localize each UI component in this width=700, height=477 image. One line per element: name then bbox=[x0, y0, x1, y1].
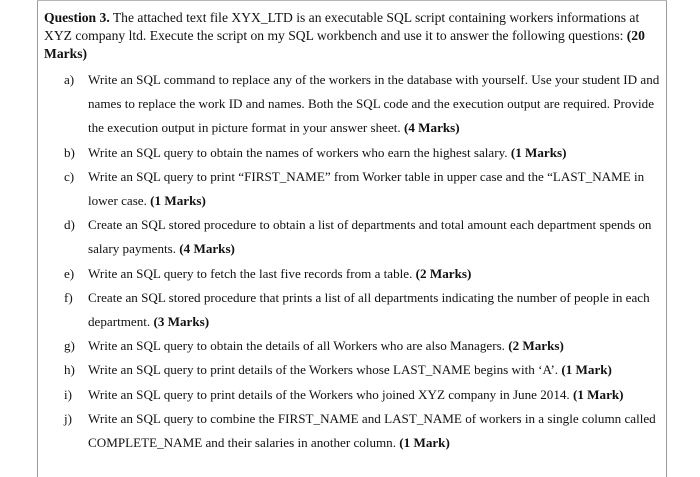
question-number: Question 3. bbox=[44, 10, 110, 25]
sub-question-text: Write an SQL query to print details of the Workers who joined XYZ company in June 2014. bbox=[88, 386, 573, 402]
sub-question-marks: (1 Marks) bbox=[150, 193, 206, 209]
sub-question-e bbox=[64, 262, 664, 286]
sub-question-marks: (1 Mark) bbox=[399, 435, 450, 451]
sub-question-letter: d) bbox=[64, 217, 75, 233]
sub-question-text: Write an SQL query to obtain the details of all Workers who are also Managers. bbox=[88, 338, 509, 354]
sub-question-a bbox=[64, 68, 664, 141]
question-total-marks: (20 Marks) bbox=[44, 28, 645, 61]
sub-question-j bbox=[64, 407, 664, 455]
question-intro: The attached text file XYX_LTD is an executable SQL script containing workers informations at XYZ company ltd. Execute the script on my SQL workbench and use it to answer the following questions: bbox=[44, 10, 640, 43]
sub-question-text: Write an SQL query to fetch the last five records from a table. bbox=[88, 265, 416, 281]
sub-question-i bbox=[64, 383, 664, 407]
sub-question-b bbox=[64, 141, 664, 165]
sub-question-marks: (2 Marks) bbox=[508, 338, 564, 354]
sub-question-letter: a) bbox=[64, 72, 75, 87]
sub-question-marks: (4 Marks) bbox=[179, 241, 235, 257]
sub-question-letter: b) bbox=[64, 144, 75, 160]
sub-question-letter: f) bbox=[64, 289, 73, 305]
sub-question-list bbox=[64, 68, 664, 455]
sub-question-letter: g) bbox=[64, 338, 75, 354]
sub-question-f bbox=[64, 286, 664, 334]
sub-question-text: Create an SQL stored procedure to obtain a list of departments and total amount each department spends on salary payments. bbox=[88, 217, 652, 257]
sub-question-marks: (3 Marks) bbox=[153, 314, 210, 330]
sub-question-text: Create an SQL stored procedure that prints a list of all departments indicating the number of people in each department. bbox=[88, 289, 650, 330]
sub-question-letter: c) bbox=[64, 168, 75, 184]
top-divider bbox=[37, 0, 667, 1]
sub-question-text: Write an SQL command to replace any of the workers in the database with yourself. Use your student ID and names to replace the work ID and names. Both the SQL code and the execution output are required. Provide the execution output in picture format in your answer sheet. bbox=[88, 72, 660, 136]
sub-question-g bbox=[64, 334, 664, 358]
sub-question-marks: (1 Marks) bbox=[510, 144, 567, 160]
sub-question-c bbox=[64, 165, 664, 213]
sub-question-letter: e) bbox=[64, 265, 75, 281]
sub-question-marks: (4 Marks) bbox=[403, 120, 460, 136]
sub-question-text: Write an SQL query to obtain the names of workers who earn the highest salary. bbox=[88, 144, 511, 160]
sub-question-d bbox=[64, 213, 664, 261]
sub-question-marks: (2 Marks) bbox=[415, 265, 472, 281]
sub-question-letter: i) bbox=[64, 386, 72, 402]
sub-question-text: Write an SQL query to combine the FIRST_NAME and LAST_NAME of workers in a single column called COMPLETE_NAME and their salaries in another column. bbox=[88, 410, 656, 451]
sub-question-letter: h) bbox=[64, 362, 75, 378]
sub-question-h bbox=[64, 358, 664, 382]
sub-question-marks: (1 Mark) bbox=[572, 386, 624, 402]
sub-question-text: Write an SQL query to print details of the Workers whose LAST_NAME begins with ‘A’. bbox=[88, 362, 562, 378]
sub-question-marks: (1 Mark) bbox=[561, 362, 612, 378]
question-header bbox=[44, 9, 664, 63]
sub-question-letter: j) bbox=[64, 410, 72, 426]
sub-question-text: Write an SQL query to print “FIRST_NAME” from Worker table in upper case and the “LAST_NAME in lower case. bbox=[88, 168, 645, 209]
